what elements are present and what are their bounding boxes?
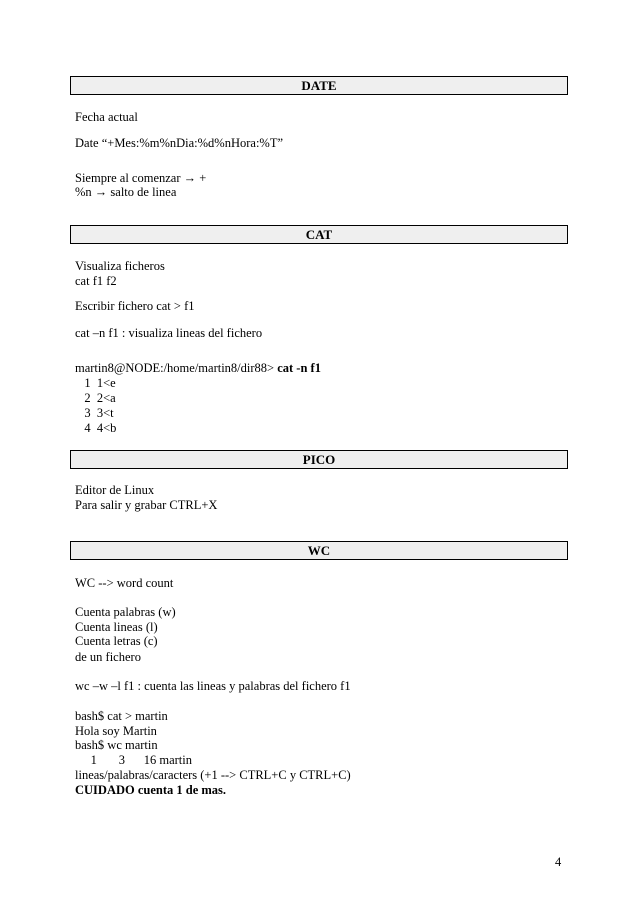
text-line: 1 3 16 martin [75,753,193,767]
prompt-line [75,361,321,375]
section-header-date [70,76,568,95]
section-header-pico [70,450,568,469]
text-line: Escribir fichero cat > f1 [75,299,195,313]
text-line: Editor de Linux [75,483,155,497]
prompt-command: cat -n f1 [277,361,321,375]
section-title-cat: CAT [305,227,333,242]
text-line: 1 1<e [75,376,116,390]
text-line: de un fichero [75,650,141,664]
text-line: cat –n f1 : visualiza lineas del fichero [75,326,263,340]
text-line: WC --> word count [75,576,174,590]
text-line: wc –w –l f1 : cuenta las lineas y palabras del fichero f1 [75,679,351,693]
text-line: Cuenta letras (c) [75,634,158,648]
text-line: Para salir y grabar CTRL+X [75,498,218,512]
section-title-date: DATE [301,78,337,93]
text-line: Siempre al comenzar → + [75,171,207,185]
text-line: 4 4<b [75,421,117,435]
text-line: lineas/palabras/caracters (+1 --> CTRL+C y CTRL+C) [75,768,351,782]
text-line: Hola soy Martin [75,724,157,738]
text-line: Cuenta lineas (l) [75,620,158,634]
text-line: cat f1 f2 [75,274,117,288]
text-line: 3 3<t [75,406,114,420]
prompt-text: martin8@NODE:/home/martin8/dir88> [75,361,278,375]
text-line: %n → salto de linea [75,185,177,199]
page-number: 4 [555,855,562,869]
text-line: Cuenta palabras (w) [75,605,176,619]
text-line: Visualiza ficheros [75,259,165,273]
text-line: Date “+Mes:%m%nDia:%d%nHora:%T” [75,136,284,150]
section-header-wc [70,541,568,560]
text-line: 2 2<a [75,391,116,405]
text-line: bash$ wc martin [75,738,158,752]
text-line: bash$ cat > martin [75,709,168,723]
section-title-pico: PICO [302,452,336,467]
text-line: Fecha actual [75,110,138,124]
warning-line: CUIDADO cuenta 1 de mas. [75,783,227,797]
section-header-cat [70,225,568,244]
section-title-wc: WC [307,543,331,558]
